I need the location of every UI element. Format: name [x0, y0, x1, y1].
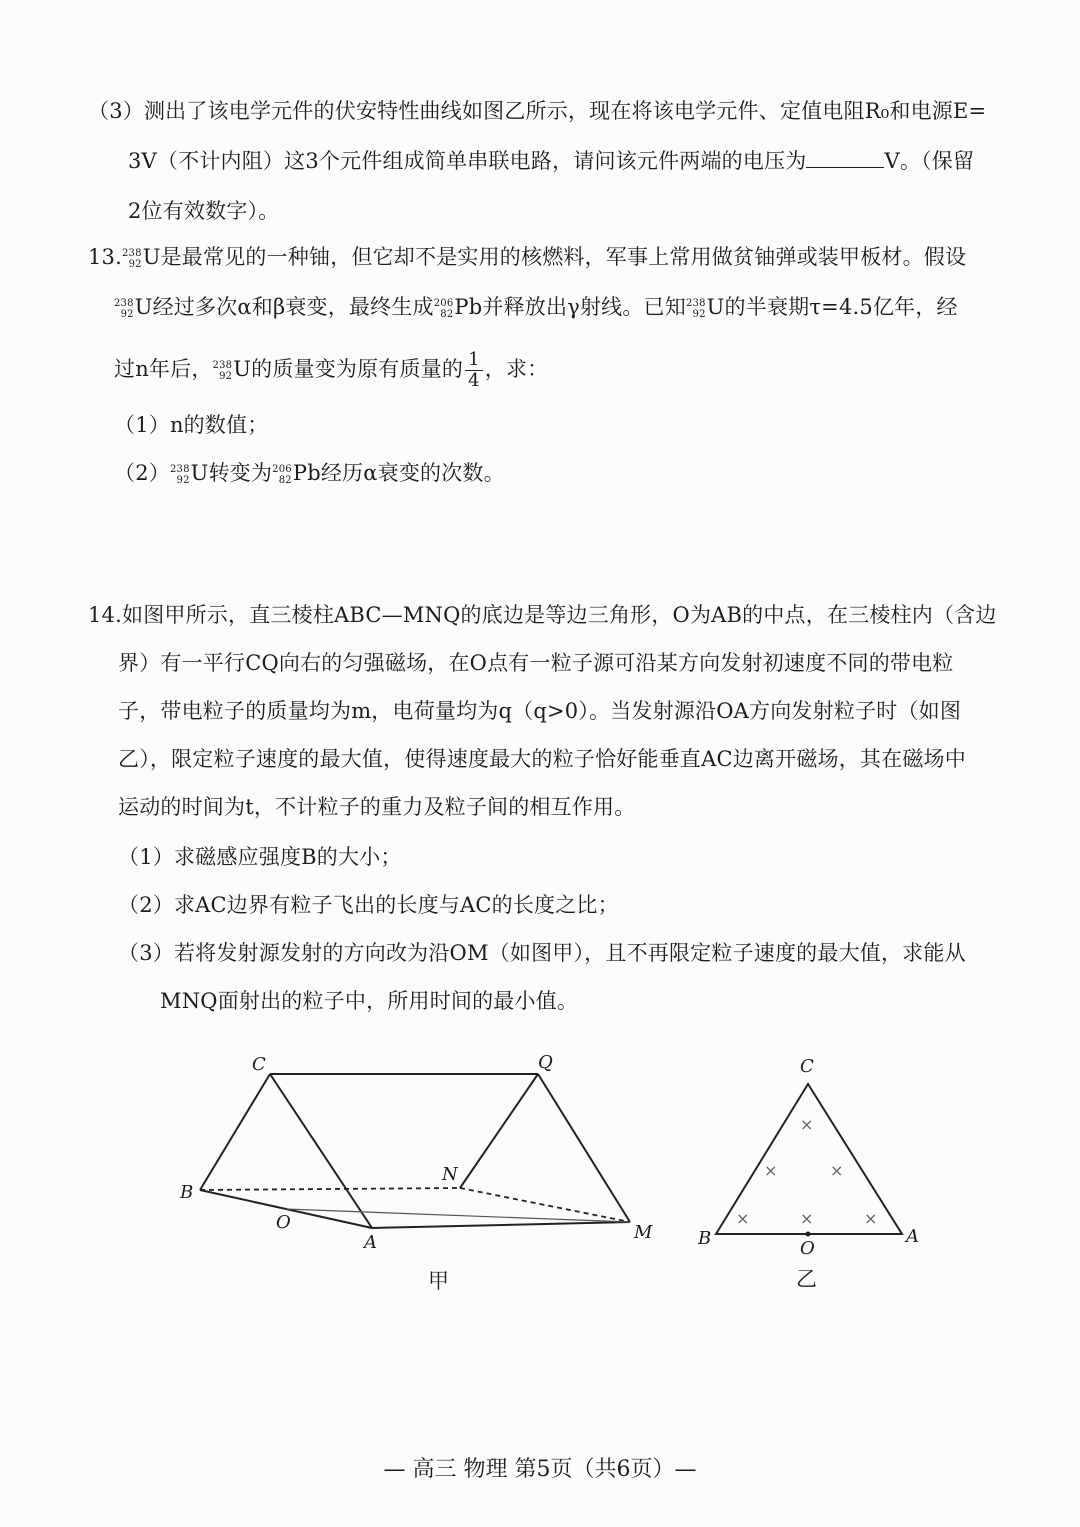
edge-CA [270, 1074, 372, 1228]
label-A: A [364, 1232, 377, 1253]
q12-3-line2-text: 3V（不计内阻）这3个元件组成简单串联电路，请问该元件两端的电压为 [128, 149, 807, 173]
q14-sub3b: MNQ面射出的粒子中，所用时间的最小值。 [160, 989, 579, 1013]
label-B: B [698, 1228, 712, 1249]
nuclide-u238: 238 92 U [169, 461, 209, 486]
q13-sub1: （1）n的数值； [114, 413, 269, 437]
figure-jia-prism [170, 1050, 670, 1300]
q14-sub3a: （3）若将发射源发射的方向改为沿OM（如图甲），且不再限定粒子速度的最大值，求能从 [118, 941, 966, 965]
q13-sub2: （2） 238 92 U转变为 206 82 Pb经历α衰变的次数。 [114, 458, 505, 488]
label-M: M [634, 1222, 653, 1243]
figure-yi-triangle [690, 1048, 930, 1298]
answer-blank [806, 147, 884, 168]
q13-number: 13. [88, 245, 122, 269]
field-mark: × [864, 1209, 878, 1228]
field-mark: × [736, 1209, 750, 1228]
q13-line3: 过n年后， 238 92 U的质量变为原有质量的 $\frac{1}{4}$ ，求： [114, 349, 549, 391]
fraction-one-quarter: $\frac{1}{4}$ [465, 350, 483, 391]
edge-CB [200, 1074, 270, 1190]
edge-QN [460, 1074, 538, 1188]
q14-line4: 乙），限定粒子速度的最大值，使得速度最大的粒子恰好能垂直AC边离开磁场，其在磁场中 [118, 747, 966, 771]
label-O: O [276, 1212, 291, 1233]
edge-AM [372, 1222, 630, 1228]
label-N: N [442, 1164, 458, 1185]
label-O: O [800, 1238, 815, 1259]
caption-yi: 乙 [796, 1267, 817, 1291]
q14-sub2: （2）求AC边界有粒子飞出的长度与AC的长度之比； [118, 893, 619, 917]
point-O [806, 1232, 811, 1237]
label-B: B [180, 1182, 194, 1203]
q13-line1-text: 是最常见的一种铀，但它却不是实用的核燃料，军事上常用做贫铀弹或装甲板材。假设 [160, 245, 967, 269]
page-footer: — 高三 物理 第5页（共6页）— [383, 1457, 697, 1482]
q12-3-line2 [128, 146, 974, 176]
nuclide-pb206: 206 82 Pb [272, 461, 321, 486]
nuclide-u238: 238 92 U [114, 295, 153, 320]
edge-BN-hidden [200, 1188, 460, 1190]
caption-jia: 甲 [428, 1269, 449, 1293]
label-C: C [800, 1056, 814, 1077]
label-C: C [252, 1054, 266, 1075]
q14-line1: 14.如图甲所示，直三棱柱ABC—MNQ的底边是等边三角形，O为AB的中点，在三棱柱内（含边 [88, 603, 997, 627]
q14-sub1: （1）求磁感应强度B的大小； [118, 845, 402, 869]
label-Q: Q [538, 1052, 553, 1073]
q14-line5: 运动的时间为t，不计粒子的重力及粒子间的相互作用。 [118, 795, 636, 819]
nuclide-u238: 238 92 U [685, 295, 725, 320]
q14-line3: 子，带电粒子的质量均为m，电荷量均为q（q>0）。当发射源沿OA方向发射粒子时（如图 [118, 699, 962, 723]
q13-line2: 238 92 U经过多次α和β衰变，最终生成 206 82 Pb并释放出γ射线。已知 238 92 U的半衰期τ=4.5亿年，经 [114, 292, 958, 322]
q13-line1 [88, 242, 966, 272]
field-mark: × [800, 1115, 814, 1134]
nuclide-u238: 238 92 U [122, 245, 161, 270]
q12-3-line2-tail: V。（保留 [884, 149, 975, 173]
field-mark: × [764, 1161, 778, 1180]
edge-QM [538, 1074, 630, 1222]
field-mark: × [800, 1209, 814, 1228]
field-mark: × [830, 1161, 844, 1180]
nuclide-pb206: 206 82 Pb [433, 295, 483, 320]
label-A: A [906, 1226, 919, 1247]
nuclide-u238: 238 92 U [212, 357, 252, 382]
q12-3-line1: （3）测出了该电学元件的伏安特性曲线如图乙所示，现在将该电学元件、定值电阻R₀和电源E= [88, 99, 987, 123]
q14-line2: 界）有一平行CQ向右的匀强磁场，在O点有一粒子源可沿某方向发射初速度不同的带电粒 [118, 651, 954, 675]
q12-3-line3: 2位有效数字）。 [128, 199, 280, 223]
